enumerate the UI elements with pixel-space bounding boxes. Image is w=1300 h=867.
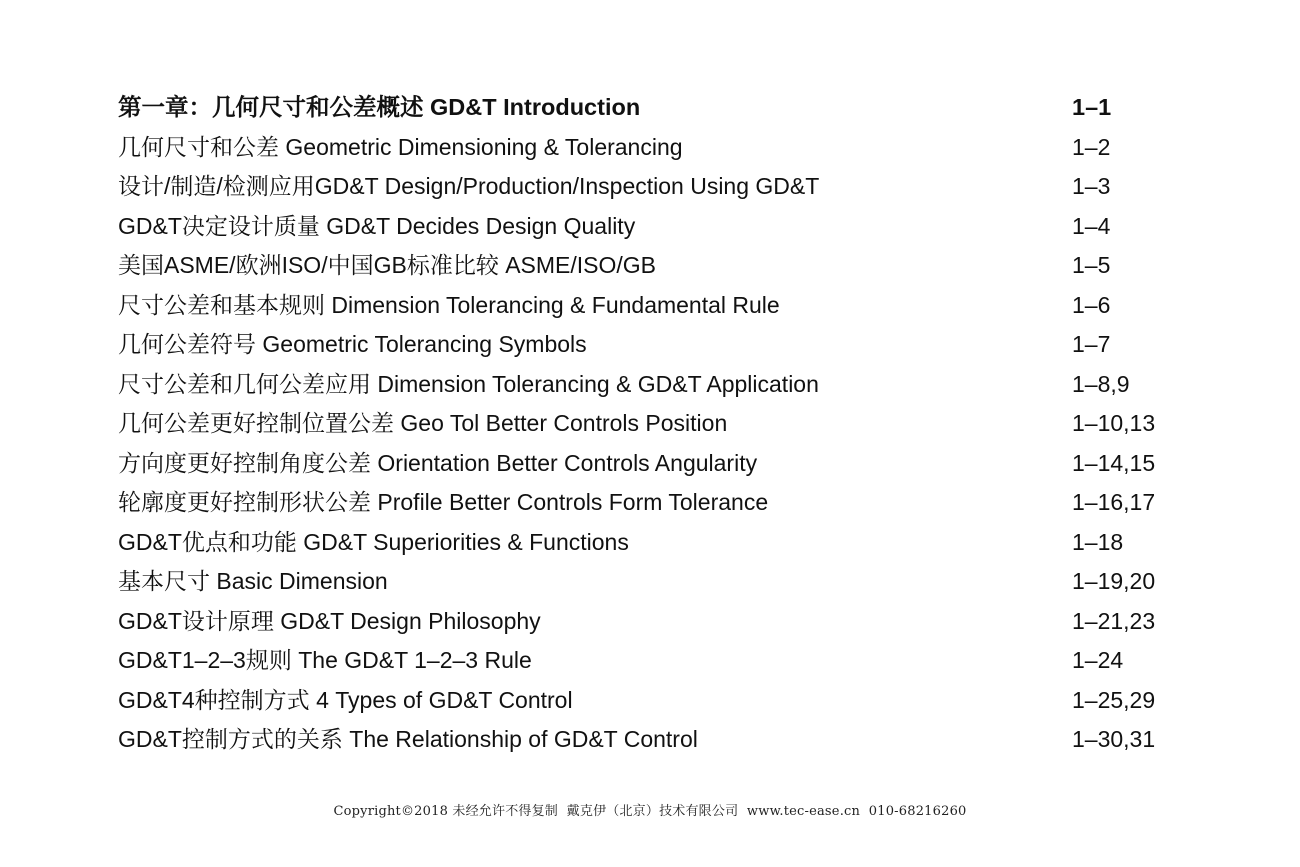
toc-entry-page: 1–1 — [1072, 94, 1112, 120]
toc-entry-title: GD&T决定设计质量 GD&T Decides Design Quality — [118, 212, 636, 239]
toc-entry-title: 尺寸公差和几何公差应用 Dimension Tolerancing & GD&T Application — [118, 370, 819, 397]
toc-entry-title: 尺寸公差和基本规则 Dimension Tolerancing & Fundamental Rule — [118, 291, 780, 318]
toc-entry-page: 1–4 — [1072, 212, 1111, 239]
toc-entry — [118, 641, 1198, 681]
toc-entry — [118, 207, 1198, 247]
toc-entry — [118, 483, 1198, 523]
toc-entry-page: 1–7 — [1072, 331, 1111, 357]
copyright-footer: Copyright©2018 未经允许不得复制 戴克伊（北京）技术有限公司 www.tec-ease.cn 010-68216260 — [333, 804, 967, 819]
toc-entry — [118, 325, 1198, 365]
toc-entry — [118, 246, 1198, 286]
toc-entry-page: 1–3 — [1072, 173, 1111, 199]
toc-entry — [118, 444, 1198, 484]
toc-entry — [118, 167, 1198, 207]
toc-entry-title: 设计/制造/检测应用GD&T Design/Production/Inspection Using GD&T — [118, 173, 820, 199]
toc-entry-title: 轮廓度更好控制形状公差 Profile Better Controls Form Tolerance — [118, 489, 769, 515]
toc-entry-page: 1–30,31 — [1072, 726, 1156, 752]
toc-entry-title: 基本尺寸 Basic Dimension — [118, 568, 388, 594]
toc-entry — [118, 286, 1198, 326]
toc-entry — [118, 365, 1198, 405]
toc-entry-page: 1–6 — [1072, 291, 1111, 318]
toc-entry-page: 1–16,17 — [1072, 489, 1156, 515]
toc-entry-title: 几何尺寸和公差 Geometric Dimensioning & Tolerancing — [118, 133, 683, 160]
toc-entry-page: 1–18 — [1072, 528, 1124, 555]
toc-entry-page: 1–24 — [1072, 647, 1124, 673]
toc-entry-title: GD&T设计原理 GD&T Design Philosophy — [118, 607, 541, 634]
toc-entry-page: 1–21,23 — [1072, 607, 1156, 634]
toc-entry-title: 几何公差符号 Geometric Tolerancing Symbols — [118, 331, 587, 357]
toc-entry-page: 1–2 — [1072, 133, 1111, 160]
toc-entry-title: GD&T优点和功能 GD&T Superiorities & Functions — [118, 528, 629, 555]
toc-entry-title: 方向度更好控制角度公差 Orientation Better Controls Angularity — [118, 449, 758, 476]
toc-entry — [118, 128, 1198, 168]
toc-entry — [118, 562, 1198, 602]
toc-entry — [118, 404, 1198, 444]
toc-entry — [118, 523, 1198, 563]
toc-entry-page: 1–5 — [1072, 252, 1111, 278]
toc-entry-page: 1–19,20 — [1072, 568, 1156, 594]
table-of-contents — [118, 88, 1198, 760]
toc-entry-title: GD&T控制方式的关系 The Relationship of GD&T Control — [118, 726, 698, 752]
toc-entry — [118, 602, 1198, 642]
toc-entry-page: 1–25,29 — [1072, 686, 1156, 713]
toc-entry — [118, 681, 1198, 721]
toc-entry-title: 几何公差更好控制位置公差 Geo Tol Better Controls Position — [118, 410, 728, 436]
toc-entry — [118, 720, 1198, 760]
toc-entry-title: GD&T4种控制方式 4 Types of GD&T Control — [118, 686, 573, 713]
toc-chapter-heading — [118, 88, 1198, 128]
toc-entry-page: 1–14,15 — [1072, 449, 1156, 476]
toc-entry-title: 第一章：几何尺寸和公差概述 GD&T Introduction — [118, 94, 641, 120]
toc-entry-title: GD&T1–2–3规则 The GD&T 1–2–3 Rule — [118, 647, 532, 673]
toc-entry-page: 1–10,13 — [1072, 410, 1156, 436]
toc-entry-page: 1–8,9 — [1072, 370, 1130, 397]
toc-entry-title: 美国ASME/欧洲ISO/中国GB标准比较 ASME/ISO/GB — [118, 252, 657, 278]
